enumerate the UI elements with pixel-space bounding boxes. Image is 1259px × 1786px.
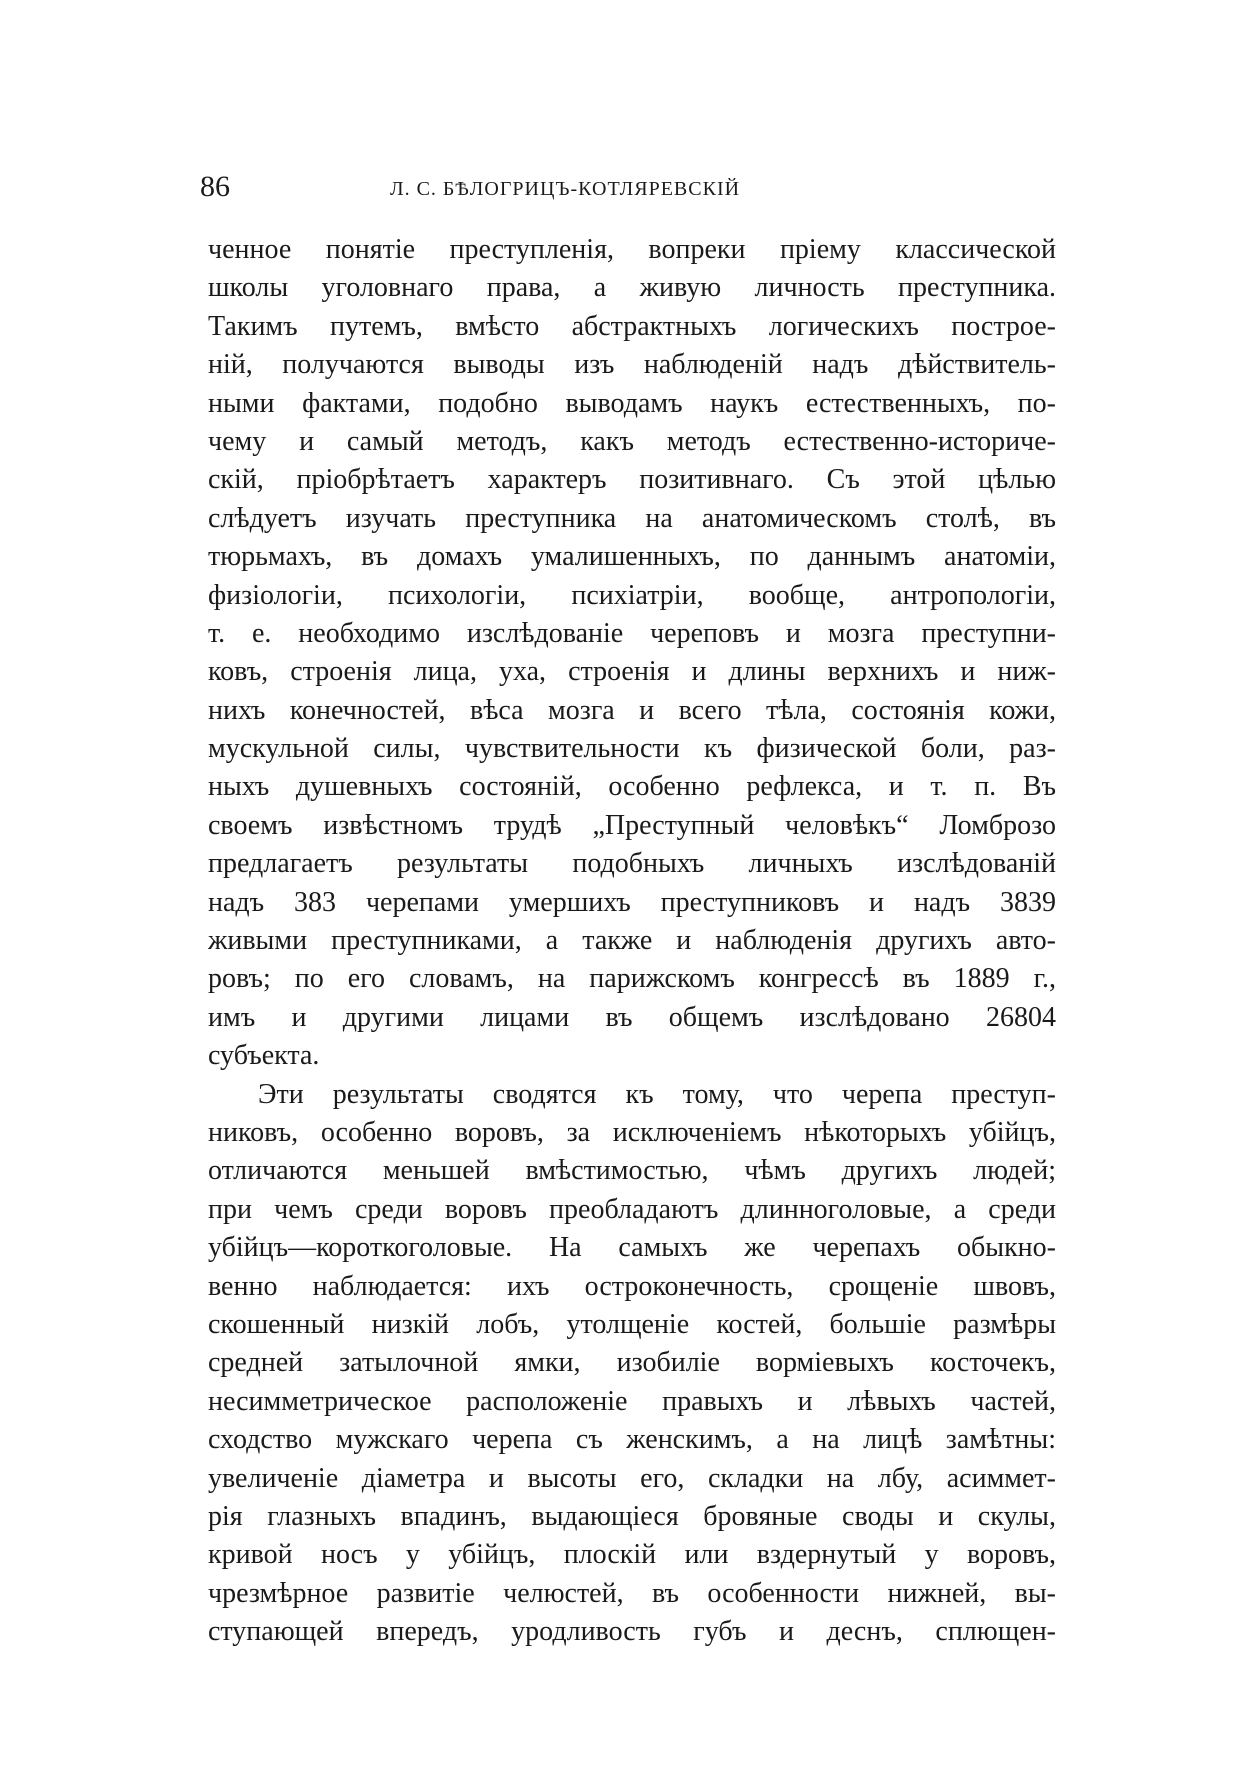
text-line: Эти результаты сводятся къ тому, что черепа преступ-	[258, 1078, 1056, 1110]
text-line: Такимъ путемъ, вмѣсто абстрактныхъ логическихъ построе-	[208, 310, 1056, 342]
text-line: кривой носъ у убійцъ, плоскій или вздернутый у воровъ,	[208, 1539, 1056, 1571]
text-line: ступающей впередъ, уродливость губъ и деснъ, сплющен-	[208, 1616, 1056, 1648]
text-line: скій, пріобрѣтаетъ характеръ позитивнаго. Съ этой цѣлью	[208, 464, 1056, 496]
text-line: ровъ; по его словамъ, на парижскомъ конгрессѣ въ 1889 г.,	[208, 963, 1056, 995]
text-line: ній, получаются выводы изъ наблюденій надъ дѣйствитель-	[208, 349, 1056, 381]
text-line: увеличеніе діаметра и высоты его, складки на лбу, асиммет-	[208, 1462, 1056, 1494]
page-number: 86	[200, 170, 230, 203]
text-line: слѣдуетъ изучать преступника на анатомическомъ столѣ, въ	[208, 502, 1056, 534]
text-line: ковъ, строенія лица, уха, строенія и длины верхнихъ и ниж-	[208, 656, 1056, 688]
text-line: ченное понятіе преступленія, вопреки пріему классической	[208, 234, 1056, 265]
text-line: физіологіи, психологіи, психіатріи, вообще, антропологіи,	[208, 579, 1056, 611]
text-line: сходство мужскаго черепа съ женскимъ, а на лицѣ замѣтны:	[208, 1424, 1056, 1456]
text-line: субъекта.	[208, 1040, 320, 1072]
text-line: мускульной силы, чувствительности къ физической боли, раз-	[208, 733, 1056, 765]
text-line: никовъ, особенно воровъ, за исключеніемъ нѣкоторыхъ убійцъ,	[208, 1116, 1056, 1148]
body-text	[208, 231, 1056, 1651]
text-line: убійцъ—короткоголовые. На самыхъ же черепахъ обыкно-	[208, 1232, 1056, 1264]
running-head: Л. С. БѢЛОГРИЦЪ-КОТЛЯРЕВСКІЙ	[390, 178, 741, 200]
text-line: чему и самый методъ, какъ методъ естественно-историче-	[208, 425, 1056, 457]
text-line: ными фактами, подобно выводамъ наукъ естественныхъ, по-	[208, 387, 1056, 419]
text-line: живыми преступниками, а также и наблюденія другихъ авто-	[208, 925, 1056, 957]
text-line: венно наблюдается: ихъ остроконечность, срощеніе швовъ,	[208, 1270, 1056, 1302]
text-line: отличаются меньшей вмѣстимостью, чѣмъ другихъ людей;	[208, 1155, 1056, 1187]
text-line: тюрьмахъ, въ домахъ умалишенныхъ, по даннымъ анатоміи,	[208, 541, 1056, 573]
text-line: надъ 383 черепами умершихъ преступниковъ и надъ 3839	[208, 886, 1056, 918]
text-line: чрезмѣрное развитіе челюстей, въ особенности нижней, вы-	[208, 1577, 1056, 1609]
text-line: скошенный низкій лобъ, утолщеніе костей, большіе размѣры	[208, 1308, 1056, 1340]
text-line: т. е. необходимо изслѣдованіе череповъ и мозга преступни-	[208, 617, 1056, 649]
text-line: ныхъ душевныхъ состояній, особенно рефлекса, и т. п. Въ	[208, 771, 1056, 803]
text-line: своемъ извѣстномъ трудѣ „Преступный человѣкъ“ Ломброзо	[208, 809, 1056, 841]
text-line: школы уголовнаго права, а живую личность преступника.	[208, 272, 1056, 304]
text-line: имъ и другими лицами въ общемъ изслѣдовано 26804	[208, 1001, 1056, 1033]
text-line: рія глазныхъ впадинъ, выдающіеся бровяные своды и скулы,	[208, 1500, 1056, 1532]
text-line: при чемъ среди воровъ преобладаютъ длинноголовые, а среди	[208, 1193, 1056, 1225]
text-line: средней затылочной ямки, изобиліе ворміевыхъ косточекъ,	[208, 1347, 1056, 1379]
paragraph-2	[208, 1076, 1056, 1652]
paragraph-1	[208, 231, 1056, 1076]
page-header	[200, 170, 1055, 210]
text-line: несимметрическое расположеніе правыхъ и лѣвыхъ частей,	[208, 1385, 1056, 1417]
text-line: предлагаетъ результаты подобныхъ личныхъ изслѣдованій	[208, 848, 1056, 880]
text-line: нихъ конечностей, вѣса мозга и всего тѣла, состоянія кожи,	[208, 694, 1056, 726]
